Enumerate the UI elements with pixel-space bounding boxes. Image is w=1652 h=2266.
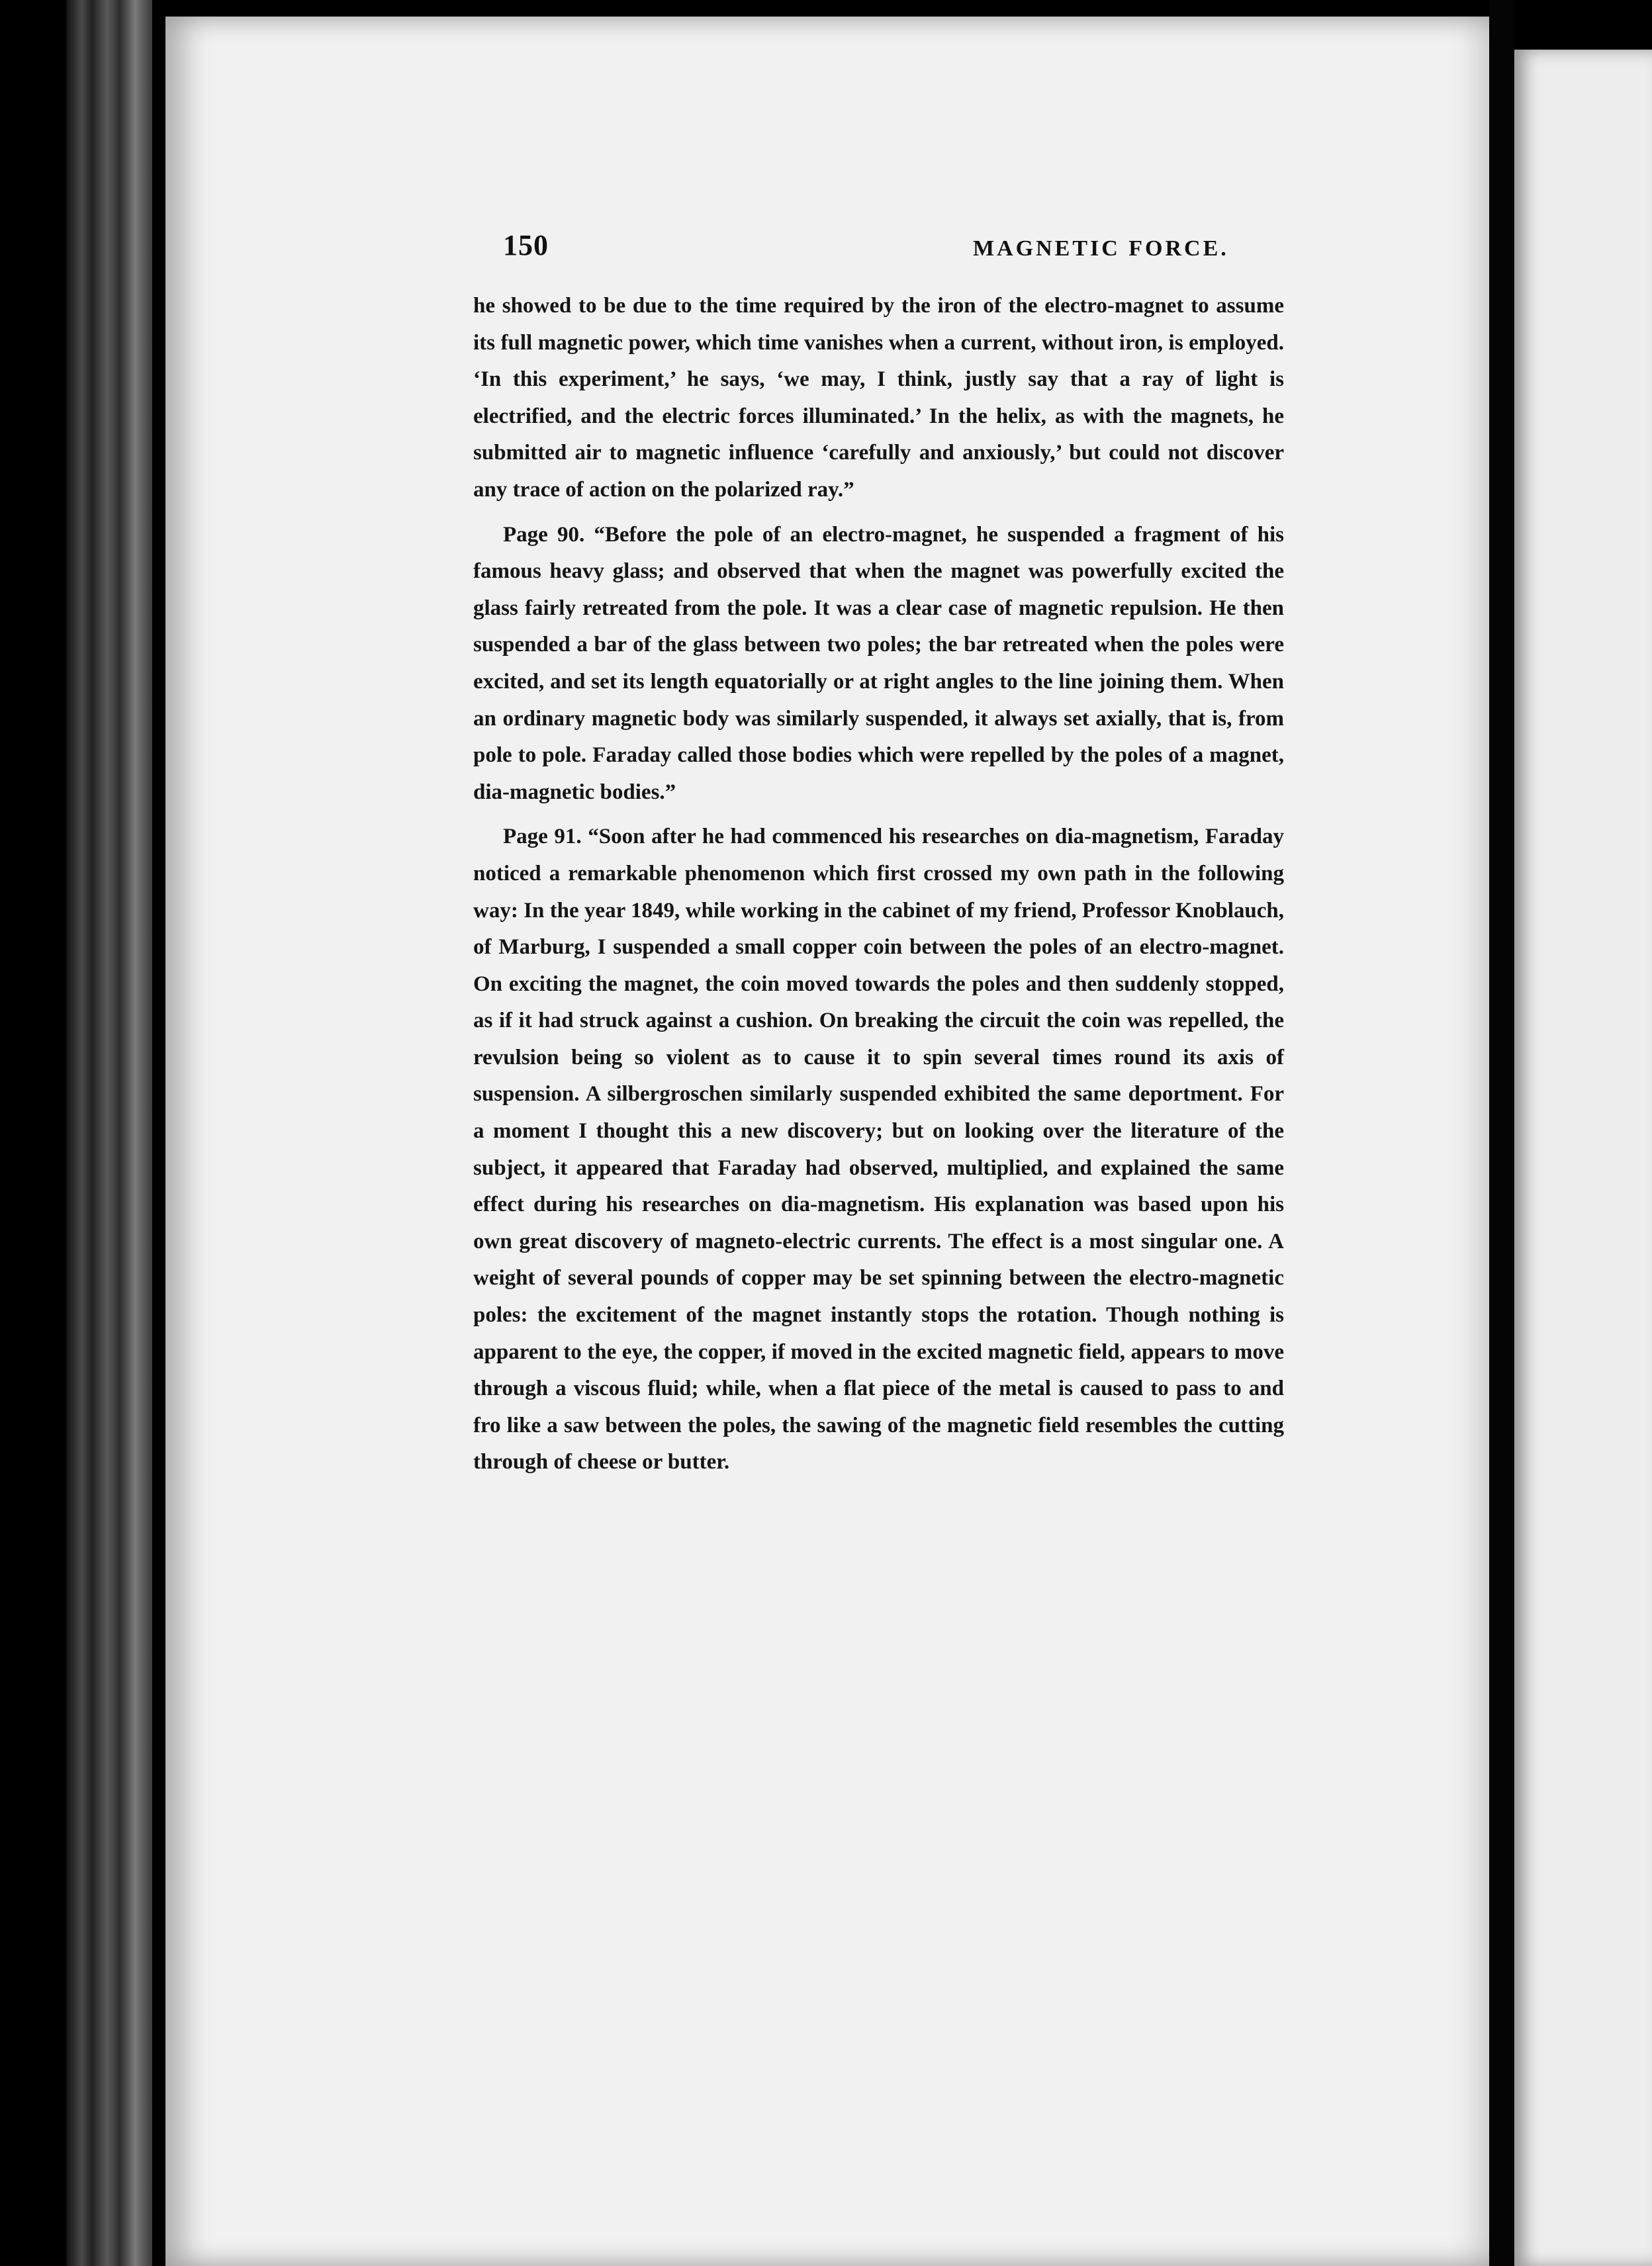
paragraph-page-90: Page 90. “Before the pole of an electro-magnet, he suspended a fragment of his famous heavy glass; and observed that when the magnet was powerfully excited the glass fairly retreated from the pole. It was a clear case of magnetic repulsion. He then suspended a bar of the glass between two poles; the bar retreated when the poles were excited, and set its length equatorially or at right angles to the line joining them. When an ordinary magnetic body was similarly suspended, it always set axially, that is, from pole to pole. Faraday called those bodies which were repelled by the poles of a magnet, dia-magnetic bodies.”	[473, 522, 1284, 804]
paragraph-page-91: Page 91. “Soon after he had commenced his researches on dia-magnetism, Faraday noticed a remarkable phenomenon which first crossed my own path in the following way: In the year 1849, while working in the cabinet of my friend, Professor Knoblauch, of Marburg, I suspended a small copper coin between the poles of an electro-magnet. On exciting the magnet, the coin moved towards the poles and then suddenly stopped, as if it had struck against a cushion. On breaking the circuit the coin was repelled, the revulsion being so violent as to cause it to spin several times round its axis of suspension. A silbergroschen similarly suspended exhibited the same deportment. For a moment I thought this a new discovery; but on looking over the literature of the subject, it appeared that Faraday had observed, multiplied, and explained the same effect during his researches on dia-magnetism. His explanation was based upon his own great discovery of magneto-electric currents. The effect is a most singular one. A weight of several pounds of copper may be set spinning between the electro-magnetic poles: the excitement of the magnet instantly stops the rotation. Though nothing is apparent to the eye, the copper, if moved in the excited magnetic field, appears to move through a viscous fluid; while, when a flat piece of the metal is caused to pass to and fro like a saw between the poles, the sawing of the magnetic field resembles the cutting through of cheese or butter.	[473, 825, 1284, 1474]
body-text	[473, 288, 1284, 1481]
next-page-edge	[1514, 50, 1652, 2266]
page-header	[338, 228, 1310, 275]
running-title: MAGNETIC FORCE.	[973, 236, 1229, 261]
book-gutter	[1489, 0, 1514, 2266]
previous-page-edges	[66, 0, 152, 2266]
page-number: 150	[503, 229, 549, 261]
paragraph-continuation: he showed to be due to the time required by the iron of the electro-magnet to assume its full magnetic power, which time vanishes when a current, without iron, is employed. ‘In this experiment,’ he says, ‘we may, I think, justly say that a ray of light is electrified, and the electric forces illuminated.’ In the helix, as with the magnets, he submitted air to magnetic influence ‘carefully and anxiously,’ but could not discover any trace of action on the polarized ray.”	[473, 294, 1284, 502]
